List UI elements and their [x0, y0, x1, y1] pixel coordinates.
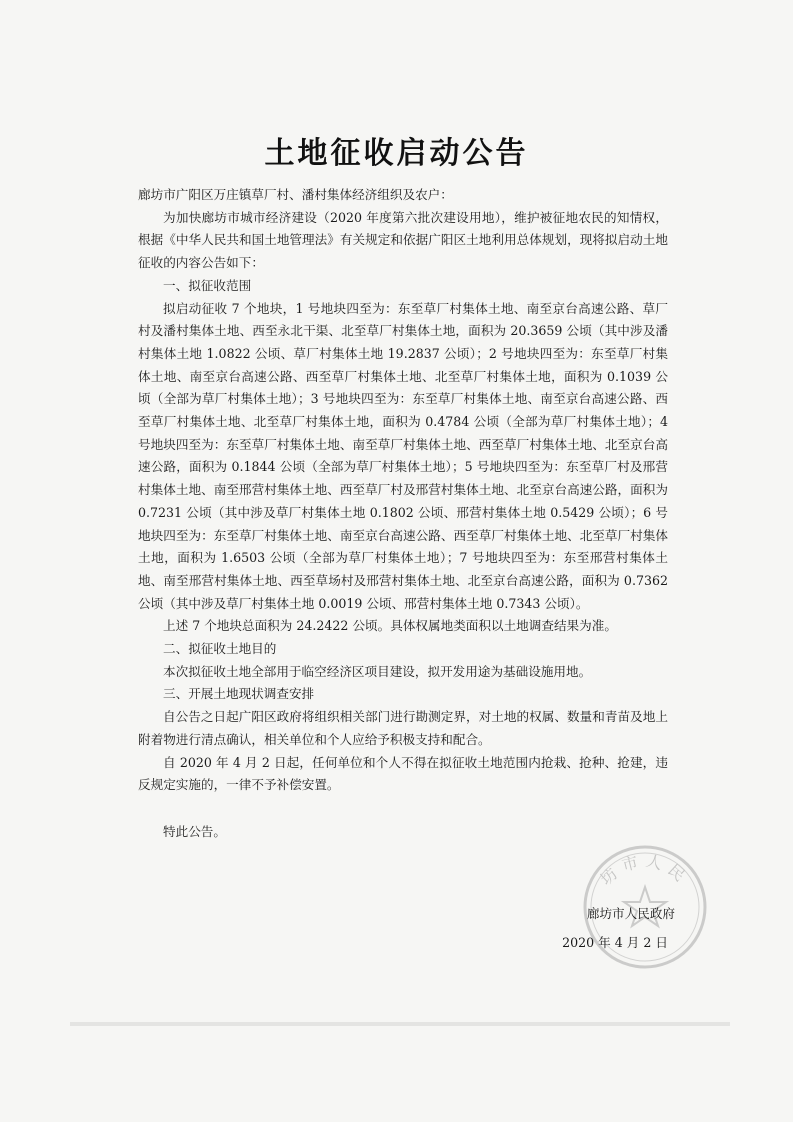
- section-paragraph: 本次拟征收土地全部用于临空经济区项目建设，拟开发用途为基础设施用地。: [163, 663, 592, 679]
- scan-artifact: [70, 1022, 730, 1026]
- notice-body: [138, 184, 668, 844]
- spacer: [138, 797, 668, 821]
- closing-line: 特此公告。: [163, 823, 226, 839]
- section-paragraph: 自 2020 年 4 月 2 日起，任何单位和个人不得在拟征收土地范围内抢栽、抢种、抢建，违反规定实施的，一律不予补偿安置。: [138, 754, 668, 793]
- page-title: 土地征收启动公告: [264, 136, 529, 171]
- addressee: 廊坊市广阳区万庄镇草厂村、潘村集体经济组织及农户：: [138, 187, 453, 202]
- issuer-name: 廊坊市人民政府: [586, 906, 675, 921]
- section-heading: 一、拟征收范围: [163, 277, 252, 293]
- section-paragraph: 拟启动征收 7 个地块，1 号地块四至为：东至草厂村集体土地、南至京台高速公路、草厂村及潘村集体土地、西至永北干渠、北至草厂村集体土地，面积为 20.3659 公顷（其中涉及潘村集体土地 1.0822 公顷、草厂村集体土地 19.2837 公顷）；2 号地块四至为：东至草厂村集体土地、南至京台高速公路、西至草厂村集体土地、北至草厂村集体土地，面积为 0.1039 公顷（全部为草厂村集体土地）；3 号地块四至为：东至草厂村集体土地、南至京台高速公路、西至草厂村集体土地、北至草厂村集体土地，面积为 0.4784 公顷（全部为草厂村集体土地）；4 号地块四至为：东至草厂村集体土地、南至草厂村集体土地、西至草厂村集体土地、北至京台高速公路，面积为 0.1844 公顷（全部为草厂村集体土地）；5 号地块四至为：东至草厂村及邢营村集体土地、南至邢营村集体土地、西至草厂村及邢营村集体土地、北至京台高速公路，面积为 0.7231 公顷（其中涉及草厂村集体土地 0.1802 公顷、邢营村集体土地 0.5429 公顷）；6 号地块四至为：东至草厂村集体土地、南至京台高速公路、西至草厂村集体土地、北至草厂村集体土地，面积为 1.6503 公顷（全部为草厂村集体土地）；7 号地块四至为：东至邢营村集体土地、南至邢营村集体土地、西至草场村及邢营村集体土地、北至京台高速公路，面积为 0.7362 公顷（其中涉及草厂村集体土地 0.0019 公顷、邢营村集体土地 0.7343 公顷）。: [138, 300, 668, 611]
- section-paragraph: 自公告之日起广阳区政府将组织相关部门进行勘测定界，对土地的权属、数量和青苗及地上附着物进行清点确认，相关单位和个人应给予积极支持和配合。: [138, 709, 668, 747]
- issue-date: 2020 年 4 月 2 日: [562, 935, 668, 950]
- section-paragraph: 上述 7 个地块总面积为 24.2422 公顷。具体权属地类面积以土地调查结果为准。: [163, 618, 617, 634]
- seal-text: 坊市人民: [596, 851, 694, 889]
- intro-paragraph: 为加快廊坊市城市经济建设（2020 年度第六批次建设用地），维护被征地农民的知情权，根据《中华人民共和国土地管理法》有关规定和依据广阳区土地利用总体规划，现将拟启动土地征收的内容公告如下：: [138, 209, 668, 271]
- section-heading: 二、拟征收土地目的: [163, 641, 277, 657]
- section-heading: 三、开展土地现状调查安排: [163, 686, 315, 702]
